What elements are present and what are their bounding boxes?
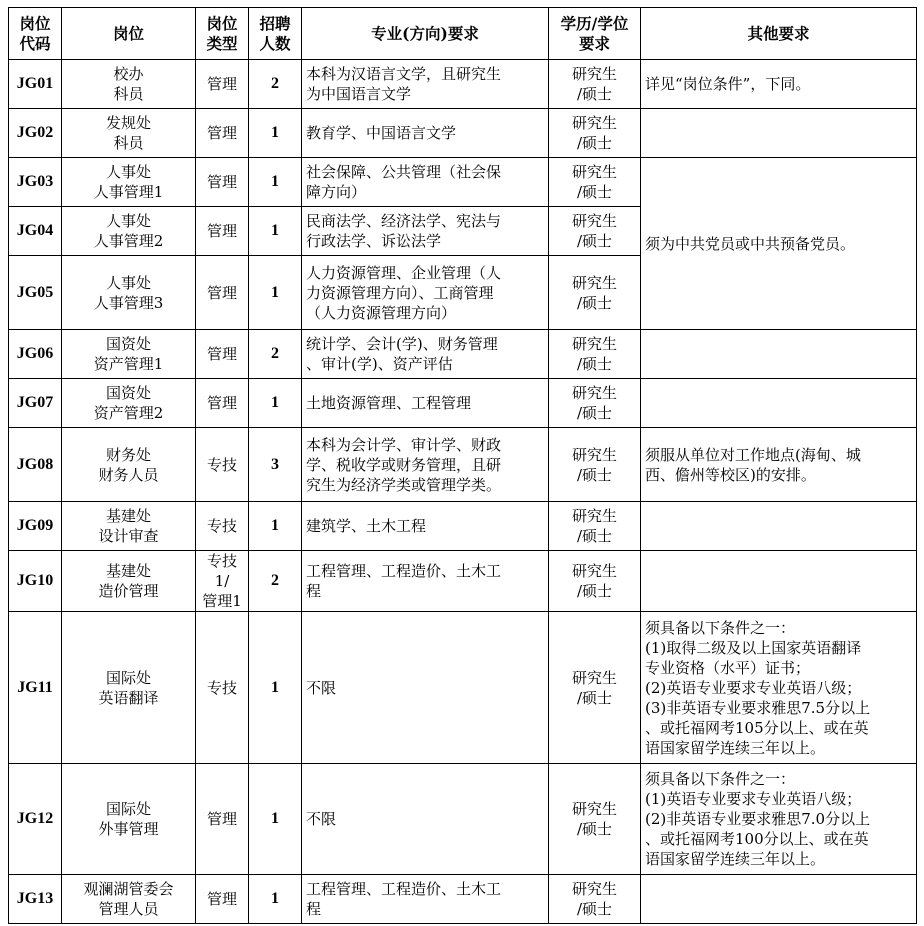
- header-code: 岗位 代码: [9, 8, 62, 60]
- education-requirement: 研究生 /硕士: [549, 330, 641, 379]
- table-row: [9, 502, 917, 551]
- position-type: 管理: [196, 256, 249, 330]
- table-row: [9, 60, 917, 109]
- position-code: JG06: [9, 330, 62, 379]
- other-requirement-empty: [641, 109, 917, 158]
- hiring-count: 1: [249, 875, 302, 924]
- position-name: 财务处 财务人员: [62, 428, 196, 502]
- major-requirement: 建筑学、土木工程: [302, 502, 549, 551]
- header-education: 学历/学位 要求: [549, 8, 641, 60]
- position-name: 国资处 资产管理1: [62, 330, 196, 379]
- position-name: 校办 科员: [62, 60, 196, 109]
- position-type: 管理: [196, 764, 249, 875]
- table-row: [9, 109, 917, 158]
- hiring-count: 3: [249, 428, 302, 502]
- position-type: 专技: [196, 502, 249, 551]
- position-type: 专技: [196, 428, 249, 502]
- major-requirement: 民商法学、经济法学、宪法与 行政法学、诉讼法学: [302, 207, 549, 256]
- position-name: 国际处 外事管理: [62, 764, 196, 875]
- education-requirement: 研究生 /硕士: [549, 207, 641, 256]
- hiring-count: 1: [249, 207, 302, 256]
- hiring-count: 1: [249, 158, 302, 207]
- position-code: JG04: [9, 207, 62, 256]
- position-name: 人事处 人事管理1: [62, 158, 196, 207]
- major-requirement: 本科为汉语言文学，且研究生 为中国语言文学: [302, 60, 549, 109]
- header-other: 其他要求: [641, 8, 917, 60]
- education-requirement: 研究生 /硕士: [549, 612, 641, 764]
- table-row: [9, 875, 917, 924]
- major-requirement: 工程管理、工程造价、土木工 程: [302, 551, 549, 612]
- position-name: 国资处 资产管理2: [62, 379, 196, 428]
- other-requirement: 须具备以下条件之一： (1)取得二级及以上国家英语翻译 专业资格（水平）证书； (2)英语专业要求专业英语八级； (3)非英语专业要求雅思7.5分以上 、或托福网考105分以上、或在英 语国家留学连续三年以上。: [641, 612, 917, 764]
- education-requirement: 研究生 /硕士: [549, 60, 641, 109]
- education-requirement: 研究生 /硕士: [549, 502, 641, 551]
- table-row: [9, 330, 917, 379]
- table-row: [9, 158, 917, 207]
- position-code: JG03: [9, 158, 62, 207]
- other-requirement: 须具备以下条件之一： (1)英语专业要求专业英语八级； (2)非英语专业要求雅思7.0分以上 、或托福网考100分以上、或在英 语国家留学连续三年以上。: [641, 764, 917, 875]
- other-requirement: 须服从单位对工作地点(海甸、城 西、儋州等校区)的安排。: [641, 428, 917, 502]
- position-code: JG08: [9, 428, 62, 502]
- other-requirement-empty: [641, 875, 917, 924]
- other-requirement: 详见“岗位条件”，下同。: [641, 60, 917, 109]
- position-code: JG01: [9, 60, 62, 109]
- header-type: 岗位 类型: [196, 8, 249, 60]
- table-row: [9, 551, 917, 612]
- table-row: [9, 379, 917, 428]
- major-requirement: 工程管理、工程造价、土木工 程: [302, 875, 549, 924]
- position-type: 管理: [196, 875, 249, 924]
- major-requirement: 不限: [302, 612, 549, 764]
- hiring-count: 2: [249, 60, 302, 109]
- education-requirement: 研究生 /硕士: [549, 158, 641, 207]
- position-code: JG05: [9, 256, 62, 330]
- position-name: 人事处 人事管理3: [62, 256, 196, 330]
- hiring-count: 1: [249, 379, 302, 428]
- position-type: 专技1/ 管理1: [196, 551, 249, 612]
- education-requirement: 研究生 /硕士: [549, 109, 641, 158]
- position-code: JG13: [9, 875, 62, 924]
- hiring-count: 1: [249, 612, 302, 764]
- header-major: 专业(方向)要求: [302, 8, 549, 60]
- major-requirement: 不限: [302, 764, 549, 875]
- other-requirement-empty: [641, 330, 917, 379]
- position-type: 管理: [196, 379, 249, 428]
- position-code: JG02: [9, 109, 62, 158]
- position-name: 发规处 科员: [62, 109, 196, 158]
- position-name: 国际处 英语翻译: [62, 612, 196, 764]
- major-requirement: 教育学、中国语言文学: [302, 109, 549, 158]
- position-name: 基建处 设计审查: [62, 502, 196, 551]
- position-type: 专技: [196, 612, 249, 764]
- hiring-count: 1: [249, 109, 302, 158]
- position-code: JG07: [9, 379, 62, 428]
- major-requirement: 统计学、会计(学)、财务管理 、审计(学)、资产评估: [302, 330, 549, 379]
- position-name: 观澜湖管委会 管理人员: [62, 875, 196, 924]
- major-requirement: 人力资源管理、企业管理（人 力资源管理方向）、工商管理 （人力资源管理方向）: [302, 256, 549, 330]
- other-requirement-empty: [641, 502, 917, 551]
- position-code: JG12: [9, 764, 62, 875]
- education-requirement: 研究生 /硕士: [549, 764, 641, 875]
- other-requirement-empty: [641, 379, 917, 428]
- education-requirement: 研究生 /硕士: [549, 428, 641, 502]
- table-row: [9, 764, 917, 875]
- hiring-count: 2: [249, 330, 302, 379]
- hiring-count: 2: [249, 551, 302, 612]
- position-type: 管理: [196, 109, 249, 158]
- other-requirement: 须为中共党员或中共预备党员。: [641, 158, 917, 330]
- hiring-count: 1: [249, 764, 302, 875]
- position-code: JG11: [9, 612, 62, 764]
- major-requirement: 本科为会计学、审计学、财政 学、税收学或财务管理，且研 究生为经济学类或管理学类。: [302, 428, 549, 502]
- hiring-count: 1: [249, 502, 302, 551]
- major-requirement: 社会保障、公共管理（社会保 障方向）: [302, 158, 549, 207]
- position-type: 管理: [196, 60, 249, 109]
- major-requirement: 土地资源管理、工程管理: [302, 379, 549, 428]
- position-name: 基建处 造价管理: [62, 551, 196, 612]
- education-requirement: 研究生 /硕士: [549, 379, 641, 428]
- position-type: 管理: [196, 207, 249, 256]
- education-requirement: 研究生 /硕士: [549, 551, 641, 612]
- table-row: [9, 428, 917, 502]
- position-type: 管理: [196, 158, 249, 207]
- recruitment-table: [8, 7, 917, 924]
- education-requirement: 研究生 /硕士: [549, 875, 641, 924]
- hiring-count: 1: [249, 256, 302, 330]
- table-row: [9, 612, 917, 764]
- header-row: [9, 8, 917, 60]
- education-requirement: 研究生 /硕士: [549, 256, 641, 330]
- position-name: 人事处 人事管理2: [62, 207, 196, 256]
- position-code: JG09: [9, 502, 62, 551]
- header-position: 岗位: [62, 8, 196, 60]
- position-type: 管理: [196, 330, 249, 379]
- position-code: JG10: [9, 551, 62, 612]
- header-count: 招聘 人数: [249, 8, 302, 60]
- other-requirement-empty: [641, 551, 917, 612]
